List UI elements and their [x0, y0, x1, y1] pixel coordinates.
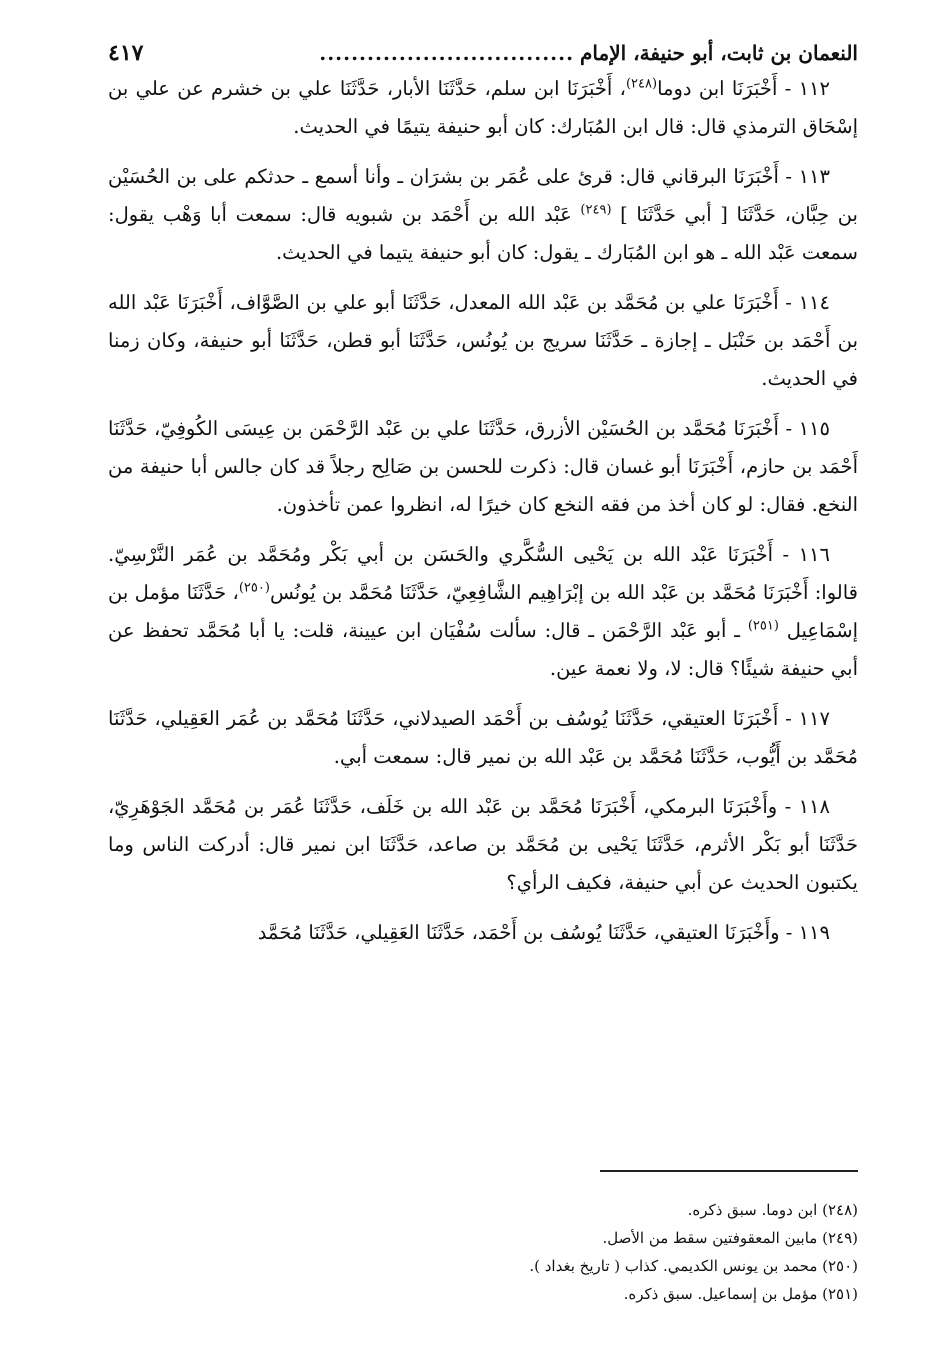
footnote-250: (٢٥٠) محمد بن يونس الكديمي. كذاب ( تاريخ بغداد ). — [529, 1257, 858, 1275]
header-title: النعمان بن ثابت، أبو حنيفة، الإمام — [580, 41, 858, 65]
footnote-ref-251[interactable]: (٢٥١) — [747, 618, 779, 634]
footnote-ref-249[interactable]: (٢٤٩) — [580, 202, 612, 218]
paragraph-116: ١١٦ - أَخْبَرَنَا عَبْد الله بن يَحْيى السُّكَّري والحَسَن بن أبي بَكْر ومُحَمَّد بن عُمَر النَّرْسِيّ. قالوا: أَخْبَرَنَا مُحَمَّد بن عَبْد الله بن إبْرَاهِيم الشَّافِعِيّ، حَدَّثَنَا مُحَمَّد بن يُونُس$^{(٢٥٠)}$، حَدَّثَنَا مؤمل بن إسْمَاعِيل $^{(٢٥١)}$ ـ أبو عَبْد الرَّحْمَن ـ قال: سألت سُفْيَان ابن عيينة، قلت: يا أبا مُحَمَّد تحفظ عن أبي حنيفة شيئًا؟ قال: لا، ولا نعمة عين. — [108, 543, 858, 680]
footnote-ref-248[interactable]: (٢٤٨) — [625, 76, 658, 92]
paragraph-119: ١١٩ - وأَخْبَرَنَا العتيقي، حَدَّثَنَا يُوسُف بن أَحْمَد، حَدَّثَنَا العَقِيلي، حَدَّثَنَا مُحَمَّد — [257, 921, 830, 944]
book-page — [108, 38, 858, 952]
paragraph-117: ١١٧ - أَخْبَرَنَا العتيقي، حَدَّثَنَا يُوسُف بن أَحْمَد الصيدلاني، حَدَّثَنَا مُحَمَّد بن عُمَر العَقِيلي، حَدَّثَنَا مُحَمَّد بن أَيُّوب، حَدَّثَنَا مُحَمَّد بن عَبْد الله بن نمير قال: سمعت أبي. — [108, 707, 858, 768]
paragraph-118: ١١٨ - وأَخْبَرَنَا البرمكي، أَخْبَرَنَا مُحَمَّد بن عَبْد الله بن خَلَف، حَدَّثَنَا عُمَر بن مُحَمَّد الجَوْهَرِيّ، حَدَّثَنَا أبو بَكْر الأثرم، حَدَّثَنَا يَحْيى بن مُحَمَّد بن صاعد، حَدَّثَنَا ابن نمير قال: أدركت الناس وما يكتبون الحديث عن أبي حنيفة، فكيف الرأي؟ — [108, 795, 858, 894]
footnotes — [338, 1196, 858, 1308]
footnote-ref-250[interactable]: (٢٥٠) — [238, 580, 270, 596]
footnote-251: (٢٥١) مؤمل بن إسماعيل. سبق ذكره. — [623, 1285, 858, 1303]
page-number: ٤١٧ — [108, 40, 144, 66]
footnote-248: (٢٤٨) ابن دوما. سبق ذكره. — [687, 1201, 858, 1219]
paragraph-113: ١١٣ - أَخْبَرَنَا البرقاني قال: قرئ على عُمَر بن بشرَان ـ وأنا أسمع ـ حدثكم على بن الحُسَيْن بن حِبَّان، حَدَّثَنَا [ أبي حَدَّثَنَا ] $^{(٢٤٩)}$ عَبْد الله بن أَحْمَد بن شبويه قال: سمعت أبا وَهْب يقول: سمعت عَبْد الله ـ هو ابن المُبَارك ـ يقول: كان أبو حنيفة يتيما في الحديث. — [108, 165, 858, 264]
running-header — [108, 38, 858, 68]
paragraph-115: ١١٥ - أَخْبَرَنَا مُحَمَّد بن الحُسَيْن الأزرق، حَدَّثَنَا علي بن عَبْد الرَّحْمَن بن عِيسَى الكُوفِيّ، حَدَّثَنَا أَحْمَد بن حازم، أَخْبَرَنَا أبو غسان قال: ذكرت للحسن بن صَالِح رجلاً قد كان جالس أبا حنيفة من النخع. فقال: لو كان أخذ من فقه النخع كان خيرًا له، انظروا عمن تأخذون. — [108, 417, 858, 516]
header-leader-dots: ................................ — [319, 41, 575, 65]
paragraph-112: ١١٢ - أَخْبَرَنَا ابن دوما$^{(٢٤٨)}$، أَخْبَرَنَا ابن سلم، حَدَّثَنَا الأبار، حَدَّثَنَا علي بن خشرم عن علي بن إسْحَاق الترمذي قال: قال ابن المُبَارك: كان أبو حنيفة يتيمًا في الحديث. — [108, 76, 858, 138]
footnote-divider — [600, 1170, 858, 1172]
paragraph-114: ١١٤ - أَخْبَرَنَا علي بن مُحَمَّد بن عَبْد الله المعدل، حَدَّثَنَا أبو علي بن الصَّوَّاف، أَخْبَرَنَا عَبْد الله بن أَحْمَد بن حَنْبَل ـ إجازة ـ حَدَّثَنَا سريج بن يُونُس، حَدَّثَنَا أبو قطن، حَدَّثَنَا أبو حنيفة، وكان زمنا في الحديث. — [108, 291, 858, 390]
footnote-249: (٢٤٩) مابين المعقوفتين سقط من الأصل. — [602, 1229, 858, 1247]
